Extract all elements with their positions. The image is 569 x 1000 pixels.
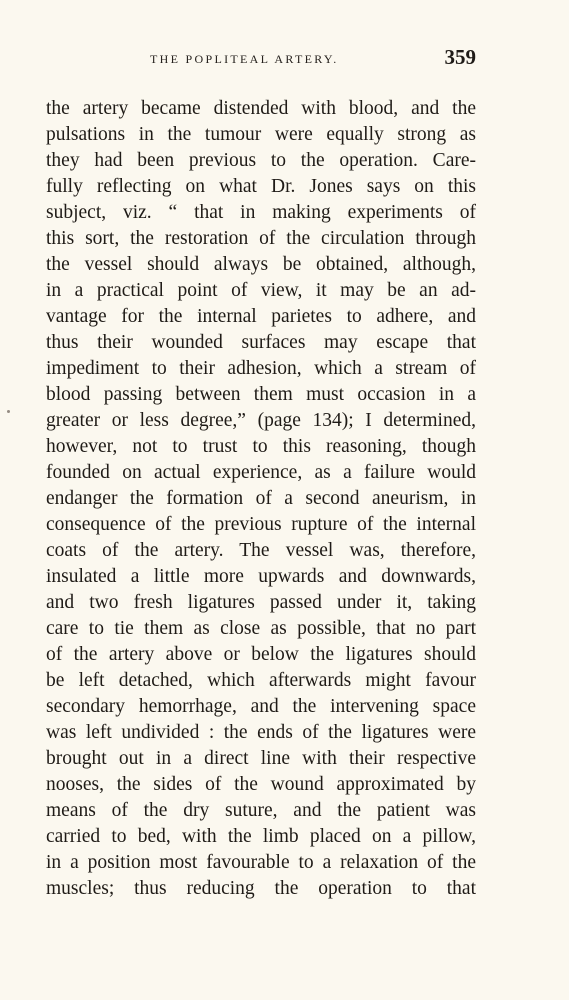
- text-line: coats of the artery. The vessel was, therefore,: [46, 540, 476, 561]
- text-line: care to tie them as close as possible, that no part: [46, 618, 476, 639]
- text-line: greater or less degree,” (page 134); I determined,: [46, 410, 476, 431]
- text-line: insulated a little more upwards and downwards,: [46, 566, 476, 587]
- text-line: be left detached, which afterwards might favour: [46, 670, 476, 691]
- text-line: in a practical point of view, it may be an ad-: [46, 280, 476, 301]
- body-text: [46, 96, 476, 902]
- text-line: they had been previous to the operation. Care-: [46, 150, 476, 171]
- text-line: pulsations in the tumour were equally strong as: [46, 124, 476, 145]
- text-line: impediment to their adhesion, which a stream of: [46, 358, 476, 379]
- margin-dot: [7, 410, 10, 413]
- text-line: brought out in a direct line with their respective: [46, 748, 476, 769]
- text-line: the vessel should always be obtained, although,: [46, 254, 476, 275]
- text-line: this sort, the restoration of the circulation through: [46, 228, 476, 249]
- text-line: carried to bed, with the limb placed on a pillow,: [46, 826, 476, 847]
- text-line: endanger the formation of a second aneurism, in: [46, 488, 476, 509]
- running-title: THE POPLITEAL ARTERY.: [150, 52, 339, 66]
- text-line: subject, viz. “ that in making experiments of: [46, 202, 476, 223]
- text-line: blood passing between them must occasion in a: [46, 384, 476, 405]
- text-line: was left undivided : the ends of the ligatures were: [46, 722, 476, 743]
- text-line: however, not to trust to this reasoning, though: [46, 436, 476, 457]
- text-line: means of the dry suture, and the patient was: [46, 800, 476, 821]
- text-line: consequence of the previous rupture of the internal: [46, 514, 476, 535]
- text-line: thus their wounded surfaces may escape that: [46, 332, 476, 353]
- text-line: in a position most favourable to a relaxation of the: [46, 852, 476, 873]
- text-line: secondary hemorrhage, and the intervening space: [46, 696, 476, 717]
- text-line: founded on actual experience, as a failure would: [46, 462, 476, 483]
- text-line: and two fresh ligatures passed under it, taking: [46, 592, 476, 613]
- text-line: of the artery above or below the ligatures should: [46, 644, 476, 665]
- text-line: vantage for the internal parietes to adhere, and: [46, 306, 476, 327]
- text-line: the artery became distended with blood, and the: [46, 98, 476, 119]
- text-line: muscles; thus reducing the operation to that: [46, 878, 476, 899]
- page-number: 359: [444, 45, 476, 69]
- text-line: nooses, the sides of the wound approximated by: [46, 774, 476, 795]
- text-line: fully reflecting on what Dr. Jones says on this: [46, 176, 476, 197]
- running-header: [46, 45, 476, 72]
